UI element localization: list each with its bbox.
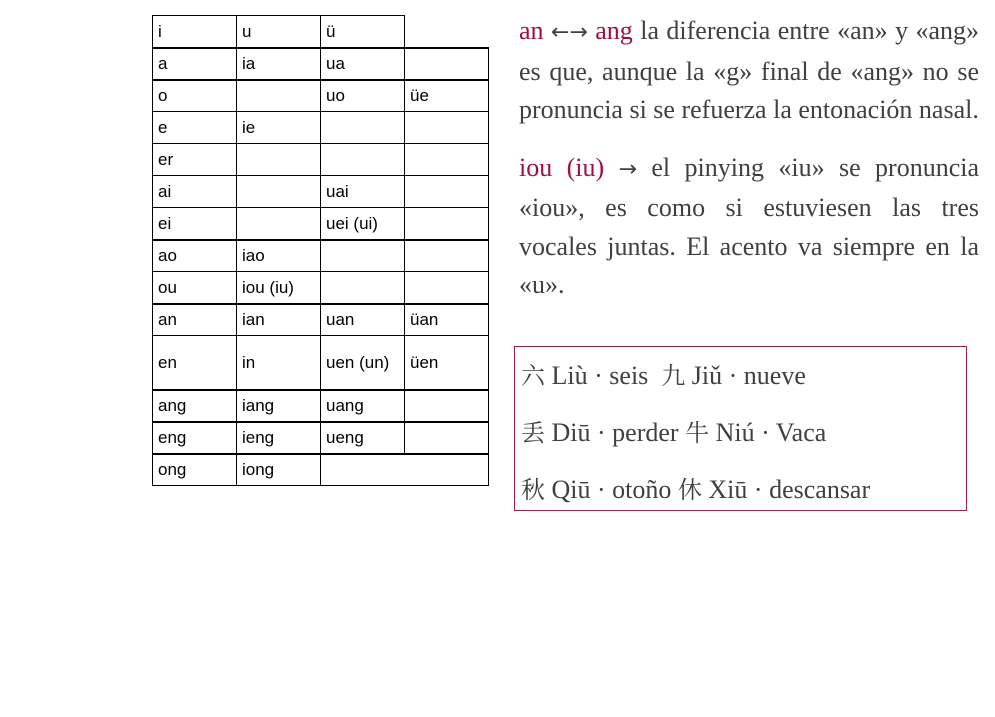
notes [519, 12, 979, 305]
table-cell: o [153, 80, 237, 112]
table-cell: uang [321, 390, 405, 422]
table-row [153, 208, 489, 240]
table-cell [405, 390, 489, 422]
table-cell: ai [153, 176, 237, 208]
example-pinyin: Niú [715, 418, 755, 447]
table-cell: a [153, 48, 237, 80]
table-cell [237, 176, 321, 208]
table-cell [237, 80, 321, 112]
table-cell: ao [153, 240, 237, 272]
table-cell: ang [153, 390, 237, 422]
example-pinyin: Jiǔ [691, 361, 723, 390]
example-line: 丢 Diū · perder 牛 Niú · Vaca [521, 418, 827, 447]
table-cell [321, 454, 489, 486]
example-pinyin: Diū [551, 418, 591, 447]
table-row [153, 80, 489, 112]
example-meaning: nueve [743, 361, 806, 390]
table-cell: iang [237, 390, 321, 422]
double-arrow-icon: ←→ [550, 20, 588, 45]
table-cell [405, 48, 489, 80]
example-pinyin: Xiū [708, 475, 748, 504]
table-row [153, 48, 489, 80]
table-cell [405, 112, 489, 144]
table-cell [321, 272, 405, 304]
table-cell: ueng [321, 422, 405, 454]
table-row [153, 454, 489, 486]
example-line: 秋 Qiū · otoño 休 Xiū · descansar [521, 475, 871, 504]
example-meaning: otoño [612, 475, 672, 504]
table-cell: an [153, 304, 237, 336]
example-meaning: perder [612, 418, 679, 447]
table-row [153, 272, 489, 304]
table-row [153, 390, 489, 422]
table-cell [405, 240, 489, 272]
table-cell: ou [153, 272, 237, 304]
table-row [153, 144, 489, 176]
note-an-ang [519, 12, 979, 130]
example-hanzi: 牛 [685, 419, 710, 447]
example-pinyin: Qiū [551, 475, 591, 504]
table-cell [405, 208, 489, 240]
table-cell: ie [237, 112, 321, 144]
table-cell: iou (iu) [237, 272, 321, 304]
table-cell: üan [405, 304, 489, 336]
table-row [153, 176, 489, 208]
example-meaning: descansar [769, 475, 871, 504]
table-cell: eng [153, 422, 237, 454]
table-row [153, 304, 489, 336]
table-cell: iao [237, 240, 321, 272]
example-pinyin: Liù [551, 361, 588, 390]
table-cell: uan [321, 304, 405, 336]
table-cell: ua [321, 48, 405, 80]
term-an: an [519, 16, 544, 45]
table-cell: ei [153, 208, 237, 240]
examples-box [514, 346, 967, 511]
table-cell [321, 144, 405, 176]
example-hanzi: 六 [521, 362, 545, 390]
table-cell: üe [405, 80, 489, 112]
table-cell [237, 144, 321, 176]
table-cell: ieng [237, 422, 321, 454]
table-row [153, 112, 489, 144]
table-cell: ia [237, 48, 321, 80]
right-arrow-icon: → [618, 156, 637, 182]
table-cell: uei (ui) [321, 208, 405, 240]
table-cell: ü [321, 16, 405, 48]
table-cell: e [153, 112, 237, 144]
example-hanzi: 丢 [521, 419, 545, 447]
example-meaning: seis [609, 361, 649, 390]
note-iou [519, 149, 979, 305]
example-line: 六 Liù · seis 九 Jiǔ · nueve [521, 361, 806, 390]
table-row [153, 240, 489, 272]
example-meaning: Vaca [775, 418, 827, 447]
table-cell [237, 208, 321, 240]
table-cell [405, 422, 489, 454]
table-cell [321, 112, 405, 144]
table-row [153, 336, 489, 390]
table-cell: uen (un) [321, 336, 405, 390]
table-cell: en [153, 336, 237, 390]
table-row [153, 422, 489, 454]
table-cell: er [153, 144, 237, 176]
table-cell: uai [321, 176, 405, 208]
table-cell: uo [321, 80, 405, 112]
example-hanzi: 秋 [521, 476, 545, 504]
table-cell [405, 16, 489, 48]
table-cell: in [237, 336, 321, 390]
example-hanzi: 九 [661, 362, 686, 390]
table-cell: u [237, 16, 321, 48]
table-cell: i [153, 16, 237, 48]
table-cell: üen [405, 336, 489, 390]
table-cell [321, 240, 405, 272]
term-iou: iou (iu) [519, 152, 605, 182]
table-cell [405, 144, 489, 176]
table-cell [405, 176, 489, 208]
term-ang: ang [595, 16, 633, 45]
vowel-table [152, 15, 489, 486]
example-hanzi: 休 [677, 476, 702, 504]
table-cell: ian [237, 304, 321, 336]
table-cell [405, 272, 489, 304]
note-an-ang-text: la diferencia entre «an» y «ang» es que, aunque la «g» final de «ang» no se pronuncia si se refuerza la entonación nasal. [519, 16, 980, 124]
table-cell: ong [153, 454, 237, 486]
note-iou-text: el pinying «iu» se pronuncia «iou», es como si estuviesen las tres vocales juntas. El acento va siempre en la «u». [519, 152, 979, 299]
table-cell: iong [237, 454, 321, 486]
table-row [153, 16, 489, 48]
